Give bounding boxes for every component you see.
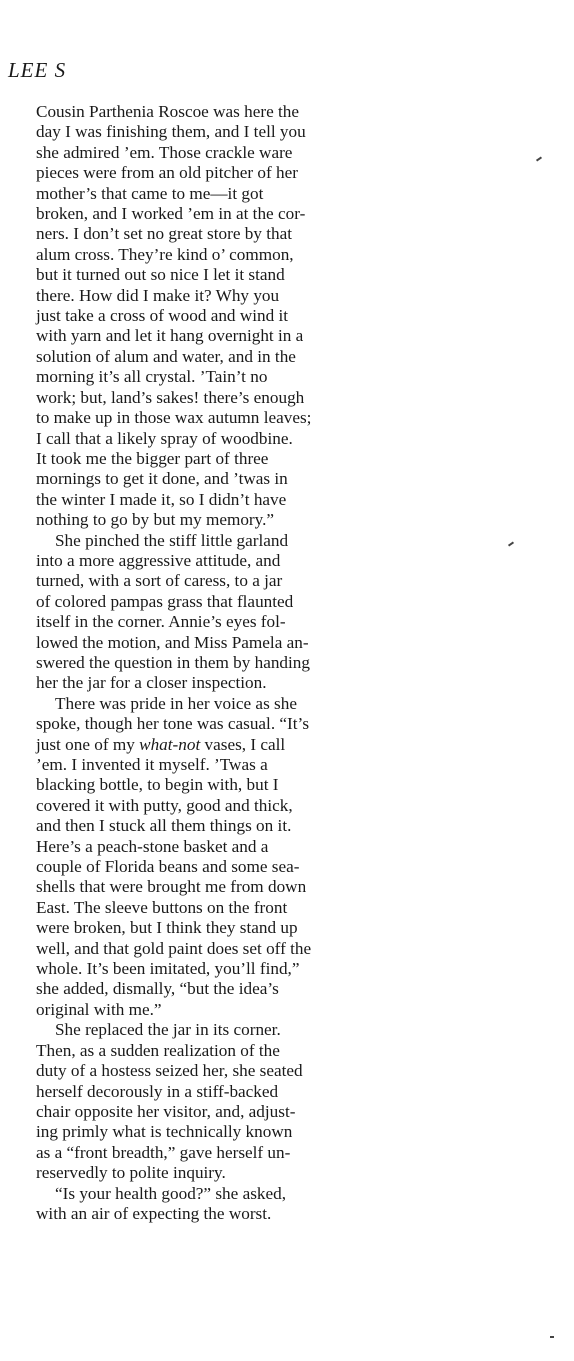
text-line: She replaced the jar in its corner. — [55, 1020, 281, 1040]
text-line: Then, as a sudden realization of the — [36, 1040, 280, 1060]
paragraph — [36, 102, 406, 531]
text-line: day I was finishing them, and I tell you — [36, 122, 306, 142]
text-line: I call that a likely spray of woodbine. — [36, 428, 293, 448]
text-line: were broken, but I think they stand up — [36, 918, 298, 938]
paragraph — [36, 1184, 406, 1225]
text-line: pieces were from an old pitcher of her — [36, 163, 298, 183]
print-speck — [508, 541, 514, 546]
text-line: morning it’s all crystal. ’Tain’t no — [36, 367, 268, 387]
text-line: chair opposite her visitor, and, adjust- — [36, 1101, 296, 1121]
text-line: to make up in those wax autumn leaves; — [36, 408, 312, 428]
text-line: mother’s that came to me—it got — [36, 183, 264, 203]
text-line: “Is your health good?” she asked, — [55, 1183, 286, 1203]
text-line: she admired ’em. Those crackle ware — [36, 142, 293, 162]
text-line: East. The sleeve buttons on the front — [36, 897, 288, 917]
text-line: just take a cross of wood and wind it — [36, 306, 289, 326]
text-line: but it turned out so nice I let it stand — [36, 265, 285, 285]
text-line: Here’s a peach-stone basket and a — [36, 836, 269, 856]
text-line: the winter I made it, so I didn’t have — [36, 489, 287, 509]
text-line: There was pride in her voice as she — [55, 693, 297, 713]
text-line: and then I stuck all them things on it. — [36, 816, 292, 836]
text-line: She pinched the stiff little garland — [55, 530, 289, 550]
text-line: covered it with putty, good and thick, — [36, 795, 293, 815]
running-head: LEE S — [8, 58, 67, 82]
text-line: couple of Florida beans and some sea- — [36, 857, 300, 877]
text-line: It took me the bigger part of three — [36, 448, 269, 468]
text-line: ners. I don’t set no great store by that — [36, 224, 292, 244]
print-speck — [550, 1336, 554, 1338]
text-line: itself in the corner. Annie’s eyes fol- — [36, 612, 286, 632]
text-line: as a “front breadth,” gave herself un- — [36, 1142, 291, 1162]
text-line: original with me.” — [36, 999, 162, 1019]
text-line: ing primly what is technically known — [36, 1122, 293, 1142]
text-line: duty of a hostess seized her, she seated — [36, 1061, 303, 1081]
text-line: shells that were brought me from down — [36, 877, 307, 897]
text-line: solution of alum and water, and in the — [36, 346, 296, 366]
text-line: nothing to go by but my memory.” — [36, 510, 275, 530]
text-line: turned, with a sort of caress, to a jar — [36, 571, 283, 591]
text-line: alum cross. They’re kind o’ common, — [36, 244, 294, 264]
text-line: with an air of expecting the worst. — [36, 1203, 272, 1223]
text-line: with yarn and let it hang overnight in a — [36, 326, 304, 346]
text-line: into a more aggressive attitude, and — [36, 550, 281, 570]
text-line: lowed the motion, and Miss Pamela an- — [36, 632, 309, 652]
text-line: her the jar for a closer inspection. — [36, 673, 267, 693]
text-line: herself decorously in a stiff-backed — [36, 1081, 279, 1101]
text-line: of colored pampas grass that flaunted — [36, 591, 294, 611]
text-line: work; but, land’s sakes! there’s enough — [36, 387, 305, 407]
text-line: mornings to get it done, and ’twas in — [36, 469, 288, 489]
print-speck — [536, 156, 542, 161]
text-line: reservedly to polite inquiry. — [36, 1163, 226, 1183]
paragraph — [36, 531, 406, 694]
paragraph — [36, 694, 406, 1021]
text-line: ’em. I invented it myself. ’Twas a — [36, 755, 268, 774]
text-line: she added, dismally, “but the idea’s — [36, 979, 279, 999]
text-line: well, and that gold paint does set off the — [36, 938, 312, 958]
text-line: whole. It’s been imitated, you’ll find,” — [36, 959, 300, 979]
text-line: just one of my what-not vases, I call — [36, 734, 286, 754]
text-line: broken, and I worked ’em in at the cor- — [36, 204, 306, 224]
text-line: spoke, though her tone was casual. “It’s — [36, 714, 310, 734]
text-line: blacking bottle, to begin with, but I — [36, 775, 279, 795]
text-line: Cousin Parthenia Roscoe was here the — [36, 102, 299, 121]
text-line: there. How did I make it? Why you — [36, 285, 280, 305]
paragraph — [36, 1020, 406, 1183]
body-text — [36, 102, 406, 1224]
text-line: swered the question in them by handing — [36, 652, 310, 672]
